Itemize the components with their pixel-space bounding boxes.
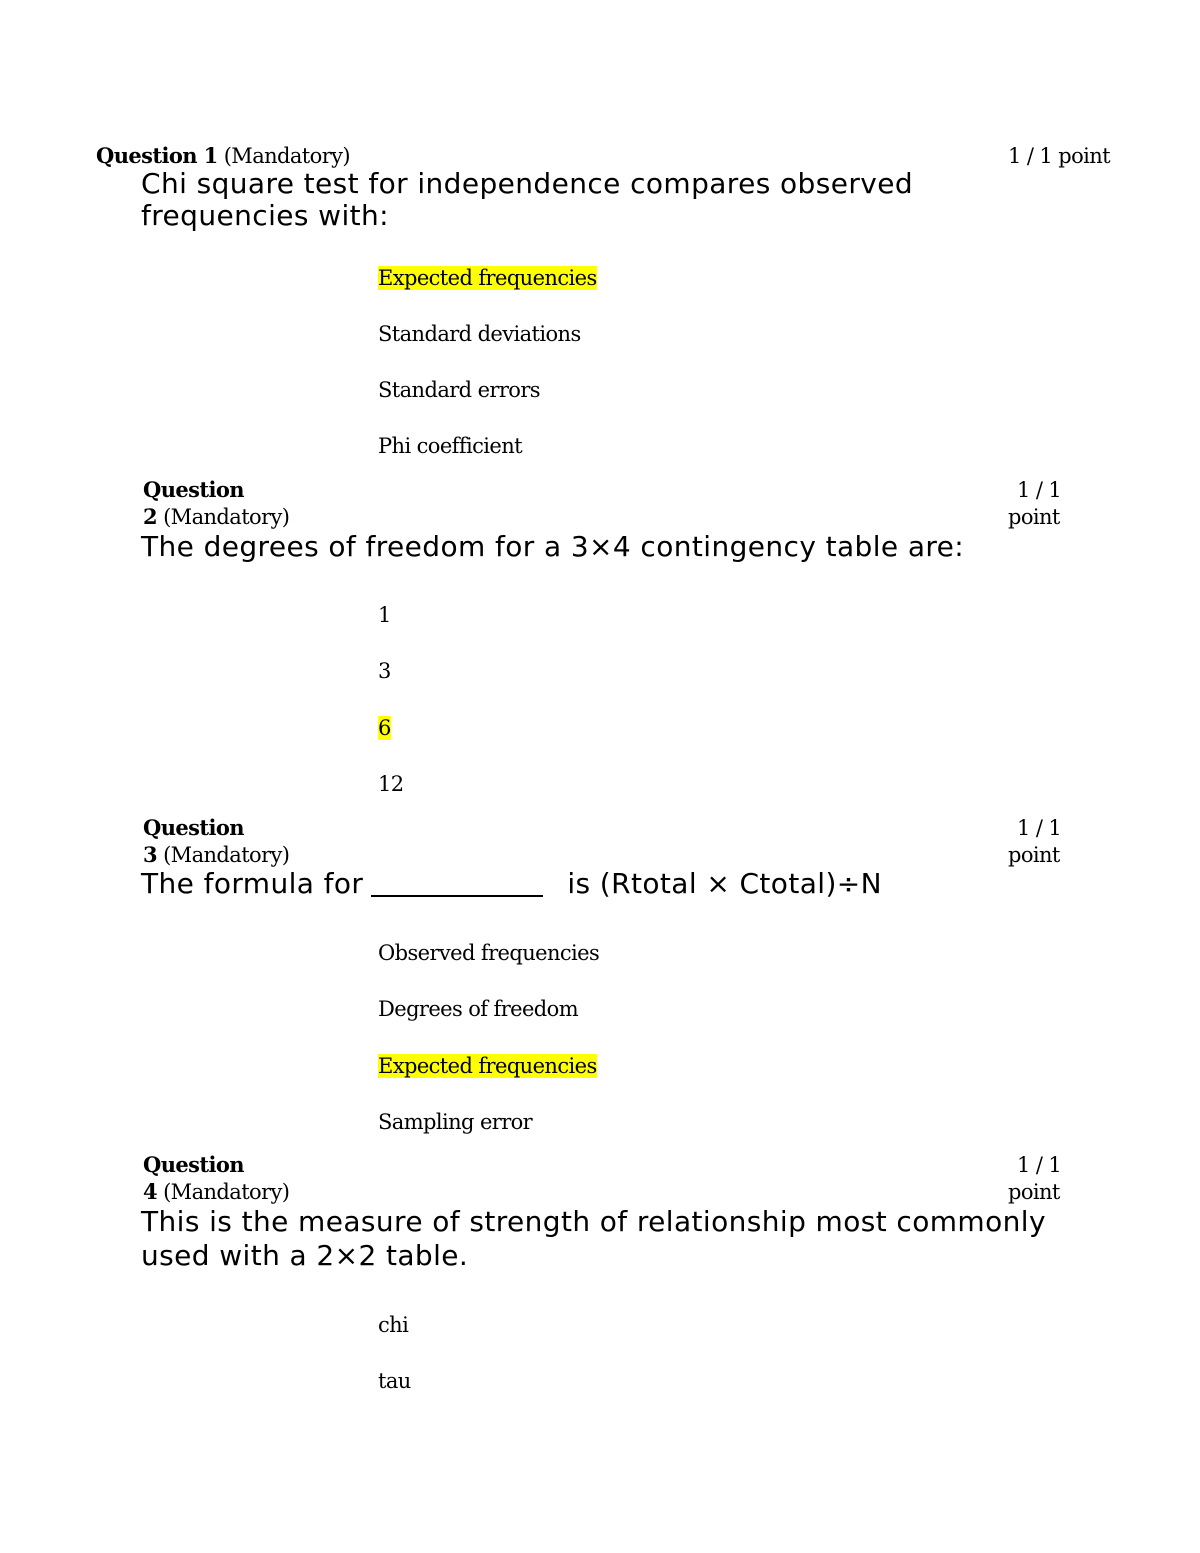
question-status: (Mandatory): [163, 843, 290, 867]
question-label: Question 1: [96, 143, 218, 168]
question-text: frequencies with:: [141, 199, 389, 232]
answer-option-label: Expected frequencies: [378, 1054, 597, 1078]
answer-option[interactable]: [378, 266, 597, 290]
question-score-unit: point: [1008, 843, 1060, 867]
question-number: 2: [143, 504, 158, 529]
question-score: 1 / 1: [1017, 816, 1062, 840]
question-status-line: [143, 843, 289, 867]
answer-option[interactable]: Sampling error: [378, 1110, 533, 1134]
question-score-unit: point: [1008, 1180, 1060, 1204]
question-score: 1 / 1: [1017, 478, 1062, 502]
question-status: (Mandatory): [163, 505, 290, 529]
answer-option[interactable]: 3: [378, 659, 391, 683]
answer-option[interactable]: Standard deviations: [378, 322, 581, 346]
question-text: The degrees of freedom for a 3×4 contingency table are:: [141, 530, 965, 563]
question-text-after: is (Rtotal × Ctotal)÷N: [567, 867, 882, 900]
answer-option-label: Expected frequencies: [378, 266, 597, 290]
answer-option[interactable]: tau: [378, 1369, 411, 1393]
question-status-line: [143, 505, 289, 529]
question-score: 1 / 1 point: [1008, 144, 1110, 168]
answer-option[interactable]: 1: [378, 603, 391, 627]
answer-option[interactable]: 12: [378, 772, 404, 796]
answer-option[interactable]: [378, 1054, 597, 1078]
question-score: 1 / 1: [1017, 1153, 1062, 1177]
answer-option[interactable]: Observed frequencies: [378, 941, 600, 965]
answer-option[interactable]: chi: [378, 1313, 409, 1337]
question-status-line: [143, 1180, 289, 1204]
question-score-unit: point: [1008, 505, 1060, 529]
question-number: 3: [143, 842, 158, 867]
answer-option[interactable]: Standard errors: [378, 378, 540, 402]
fill-in-blank: [371, 895, 543, 897]
answer-option[interactable]: Phi coefficient: [378, 434, 523, 458]
question-text: used with a 2×2 table.: [141, 1239, 469, 1272]
question-text: Chi square test for independence compares observed: [141, 167, 914, 200]
answer-option[interactable]: Degrees of freedom: [378, 997, 579, 1021]
question-text-before: The formula for: [141, 867, 364, 900]
question-status: (Mandatory): [223, 144, 350, 168]
question-header: [96, 144, 350, 168]
question-label: Question: [143, 815, 244, 840]
question-status: (Mandatory): [163, 1180, 290, 1204]
question-label: Question: [143, 477, 244, 502]
question-text: This is the measure of strength of relationship most commonly: [141, 1205, 1046, 1238]
question-number: 4: [143, 1179, 158, 1204]
question-text: [141, 868, 882, 900]
question-label: Question: [143, 1152, 244, 1177]
answer-option[interactable]: [378, 716, 391, 740]
answer-option-label: 6: [378, 716, 391, 740]
